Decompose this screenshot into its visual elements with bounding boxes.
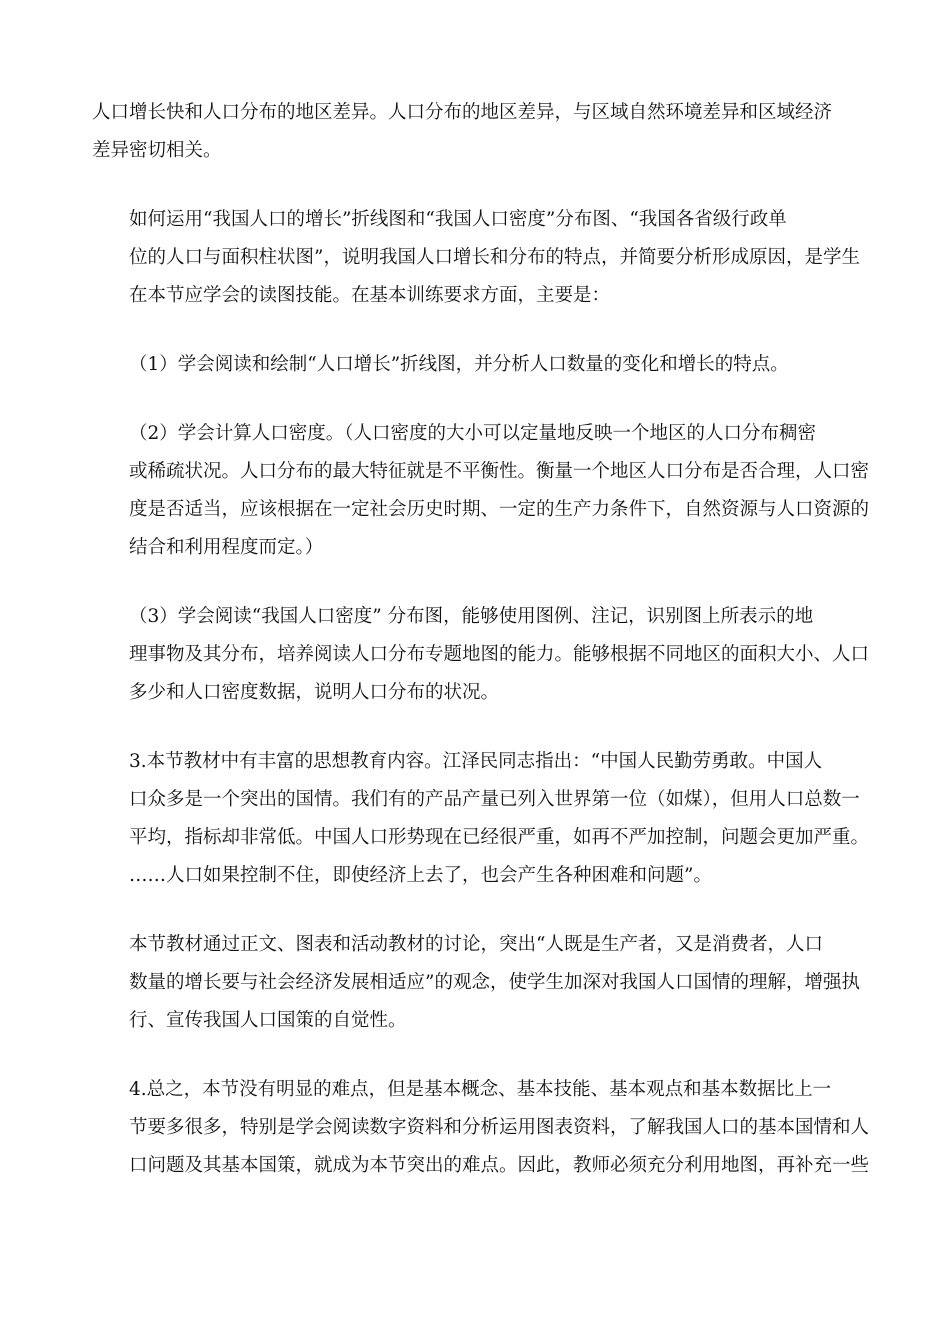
text-line: 4.总之，本节没有明显的难点，但是基本概念、基本技能、基本观点和基本数据比上一 [129,1079,832,1100]
paragraph [92,415,870,567]
document-body [92,94,870,1216]
paragraph [92,926,860,1040]
paragraph [92,598,870,712]
text-line: 度是否适当，应该根据在一定社会历史时期、一定的生产力条件下，自然资源与人口资源的 [129,499,870,520]
text-line: 如何运用“我国人口的增长”折线图和“我国人口密度”分布图、“我国各省级行政单 [129,209,787,230]
text-line: 本节教材通过正文、图表和活动教材的讨论，突出“人既是生产者，又是消费者，人口 [129,934,823,955]
text-line: 3.本节教材中有丰富的思想教育内容。江泽民同志指出：“中国人民勤劳勇敢。中国人 [129,751,823,772]
text-line: 差异密切相关。 [92,140,222,161]
text-line: 行、宣传我国人口国策的自觉性。 [129,1010,407,1031]
text-line: 结合和利用程度而定。） [129,537,324,558]
paragraph [92,201,860,315]
text-line: 平均，指标却非常低。中国人口形势现在已经很严重，如再不严加控制，问题会更加严重。 [129,827,870,848]
text-line: （2）学会计算人口密度。（人口密度的大小可以定量地反映一个地区的人口分布稠密 [129,423,817,444]
text-line: （1）学会阅读和绘制“人口增长”折线图，并分析人口数量的变化和增长的特点。 [129,354,789,375]
text-line: （3）学会阅读“我国人口密度” 分布图，能够使用图例、注记，识别图上所表示的地 [129,606,814,627]
text-line: 理事物及其分布，培养阅读人口分布专题地图的能力。能够根据不同地区的面积大小、人口 [129,644,870,665]
paragraph [92,1071,870,1185]
text-line: 在本节应学会的读图技能。在基本训练要求方面，主要是： [129,285,611,306]
paragraph [92,743,870,895]
paragraph [92,94,860,170]
text-line: 人口增长快和人口分布的地区差异。人口分布的地区差异，与区域自然环境差异和区域经济 [92,102,833,123]
text-line: 口众多是一个突出的国情。我们有的产品产量已列入世界第一位（如煤），但用人口总数一 [129,789,860,810]
text-line: 口问题及其基本国策，就成为本节突出的难点。因此，教师必须充分利用地图，再补充一些 [129,1155,870,1176]
text-line: 节要多很多，特别是学会阅读数字资料和分析运用图表资料，了解我国人口的基本国情和人 [129,1117,870,1138]
text-line: 数量的增长要与社会经济发展相适应”的观念，使学生加深对我国人口国情的理解，增强执 [129,972,860,993]
paragraph [92,346,860,384]
text-line: 或稀疏状况。人口分布的最大特征就是不平衡性。衡量一个地区人口分布是否合理，人口密 [129,461,870,482]
text-line: ……人口如果控制不住，即使经济上去了，也会产生各种困难和问题”。 [129,865,712,886]
text-line: 多少和人口密度数据，说明人口分布的状况。 [129,682,500,703]
text-line: 位的人口与面积柱状图”，说明我国人口增长和分布的特点，并简要分析形成原因，是学生 [129,247,860,268]
